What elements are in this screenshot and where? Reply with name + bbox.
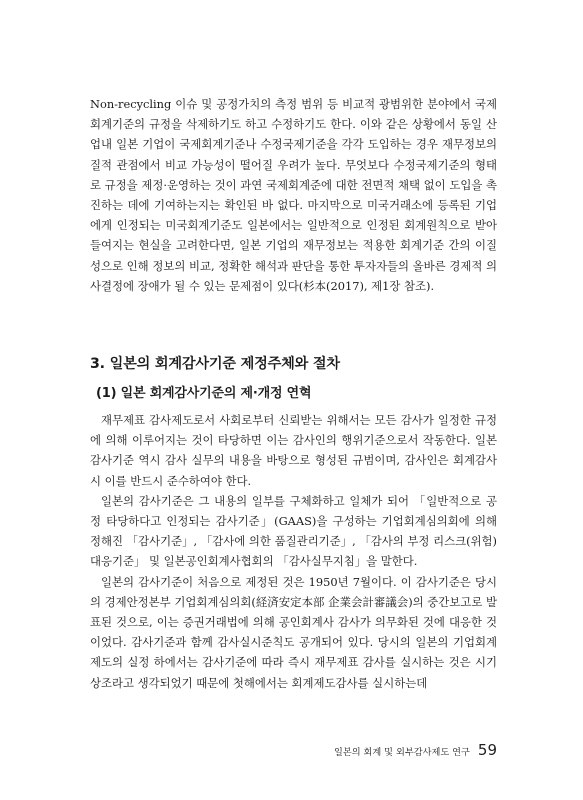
body-text [90,410,497,693]
body-paragraph: 재무제표 감사제도로서 사회로부터 신뢰받는 위해서는 모든 감사가 일정한 규정에 의해 이루어지는 것이 타당하면 이는 감사인의 행위기준으로서 작동한다. 일본 감사기준 역시 감사 실무의 내용을 바탕으로 형성된 규범이며, 감사인은 회계감사 시 이를 반드시 준수하여야 한다. [90,413,497,488]
body-paragraph: 일본의 감사기준은 그 내용의 일부를 구체화하고 일체가 되어 「일반적으로 공정 타당하다고 인정되는 감사기준」(GAAS)을 구성하는 기업회계심의회에 의해 정해진 「감사기준」, 「감사에 의한 품질관리기준」, 「감사의 부정 리스크(위험) 대응기준」 및 일본공인회계사협회의 「감사실무지침」을 말한다. [90,493,497,569]
page-footer [334,741,497,759]
body-paragraph: 일본의 감사기준이 처음으로 제정된 것은 1950년 7월이다. 이 감사기준은 당시의 경제안정본부 기업회계심의회(経済安定本部 企業会計審議会)의 중간보고로 발표된 것으로, 이는 증권거래법에 의해 공인회계사 감사가 의무화된 것에 대응한 것이었다. 감사기준과 함께 감사실시준칙도 공개되어 있다. 당시의 일본의 기업회계제도의 실정 하에서는 감사기준에 따라 즉시 재무제표 감사를 실시하는 것은 시기상조라고 생각되었기 때문에 첫해에서는 회계제도감사를 실시하는데 [90,574,497,690]
intro-text [90,94,497,296]
intro-paragraph: Non-recycling 이슈 및 공정가치의 측정 범위 등 비교적 광범위한 분야에서 국제회계기준의 규정을 삭제하기도 하고 수정하기도 한다. 이와 같은 상황에서 동일 산업내 일본 기업이 국제회계기준나 수정국제기준을 각각 도입하는 경우 재무정보의 질적 관점에서 비교 가능성이 떨어질 우려가 높다. 무엇보다 수정국제기준의 형태로 규정을 제정·운영하는 것이 과연 국제회계준에 대한 전면적 채택 없이 도입을 촉진하는 데에 기여하는지는 확인된 바 없다. 마지막으로 미국거래소에 등록된 기업에게 인정되는 미국회계기준도 일본에서는 일반적으로 인정된 회계원칙으로 받아들여지는 현실을 고려한다면, 일본 기업의 재무정보는 적용한 회계기준 간의 이질성으로 인해 정보의 비교, 정확한 해석과 판단을 통한 투자자들의 올바른 경제적 의사결정에 장애가 될 수 있는 문제점이 있다(杉本(2017), 제1장 참조). [90,97,497,293]
running-title: 일본의 회계 및 외부감사제도 연구 [333,747,470,758]
subsection-title: (1) 일본 회계감사기준의 제·개정 연혁 [96,386,312,401]
page-number: 59 [477,741,497,759]
section-title: 3. 일본의 회계감사기준 제정주체와 절차 [90,356,340,372]
